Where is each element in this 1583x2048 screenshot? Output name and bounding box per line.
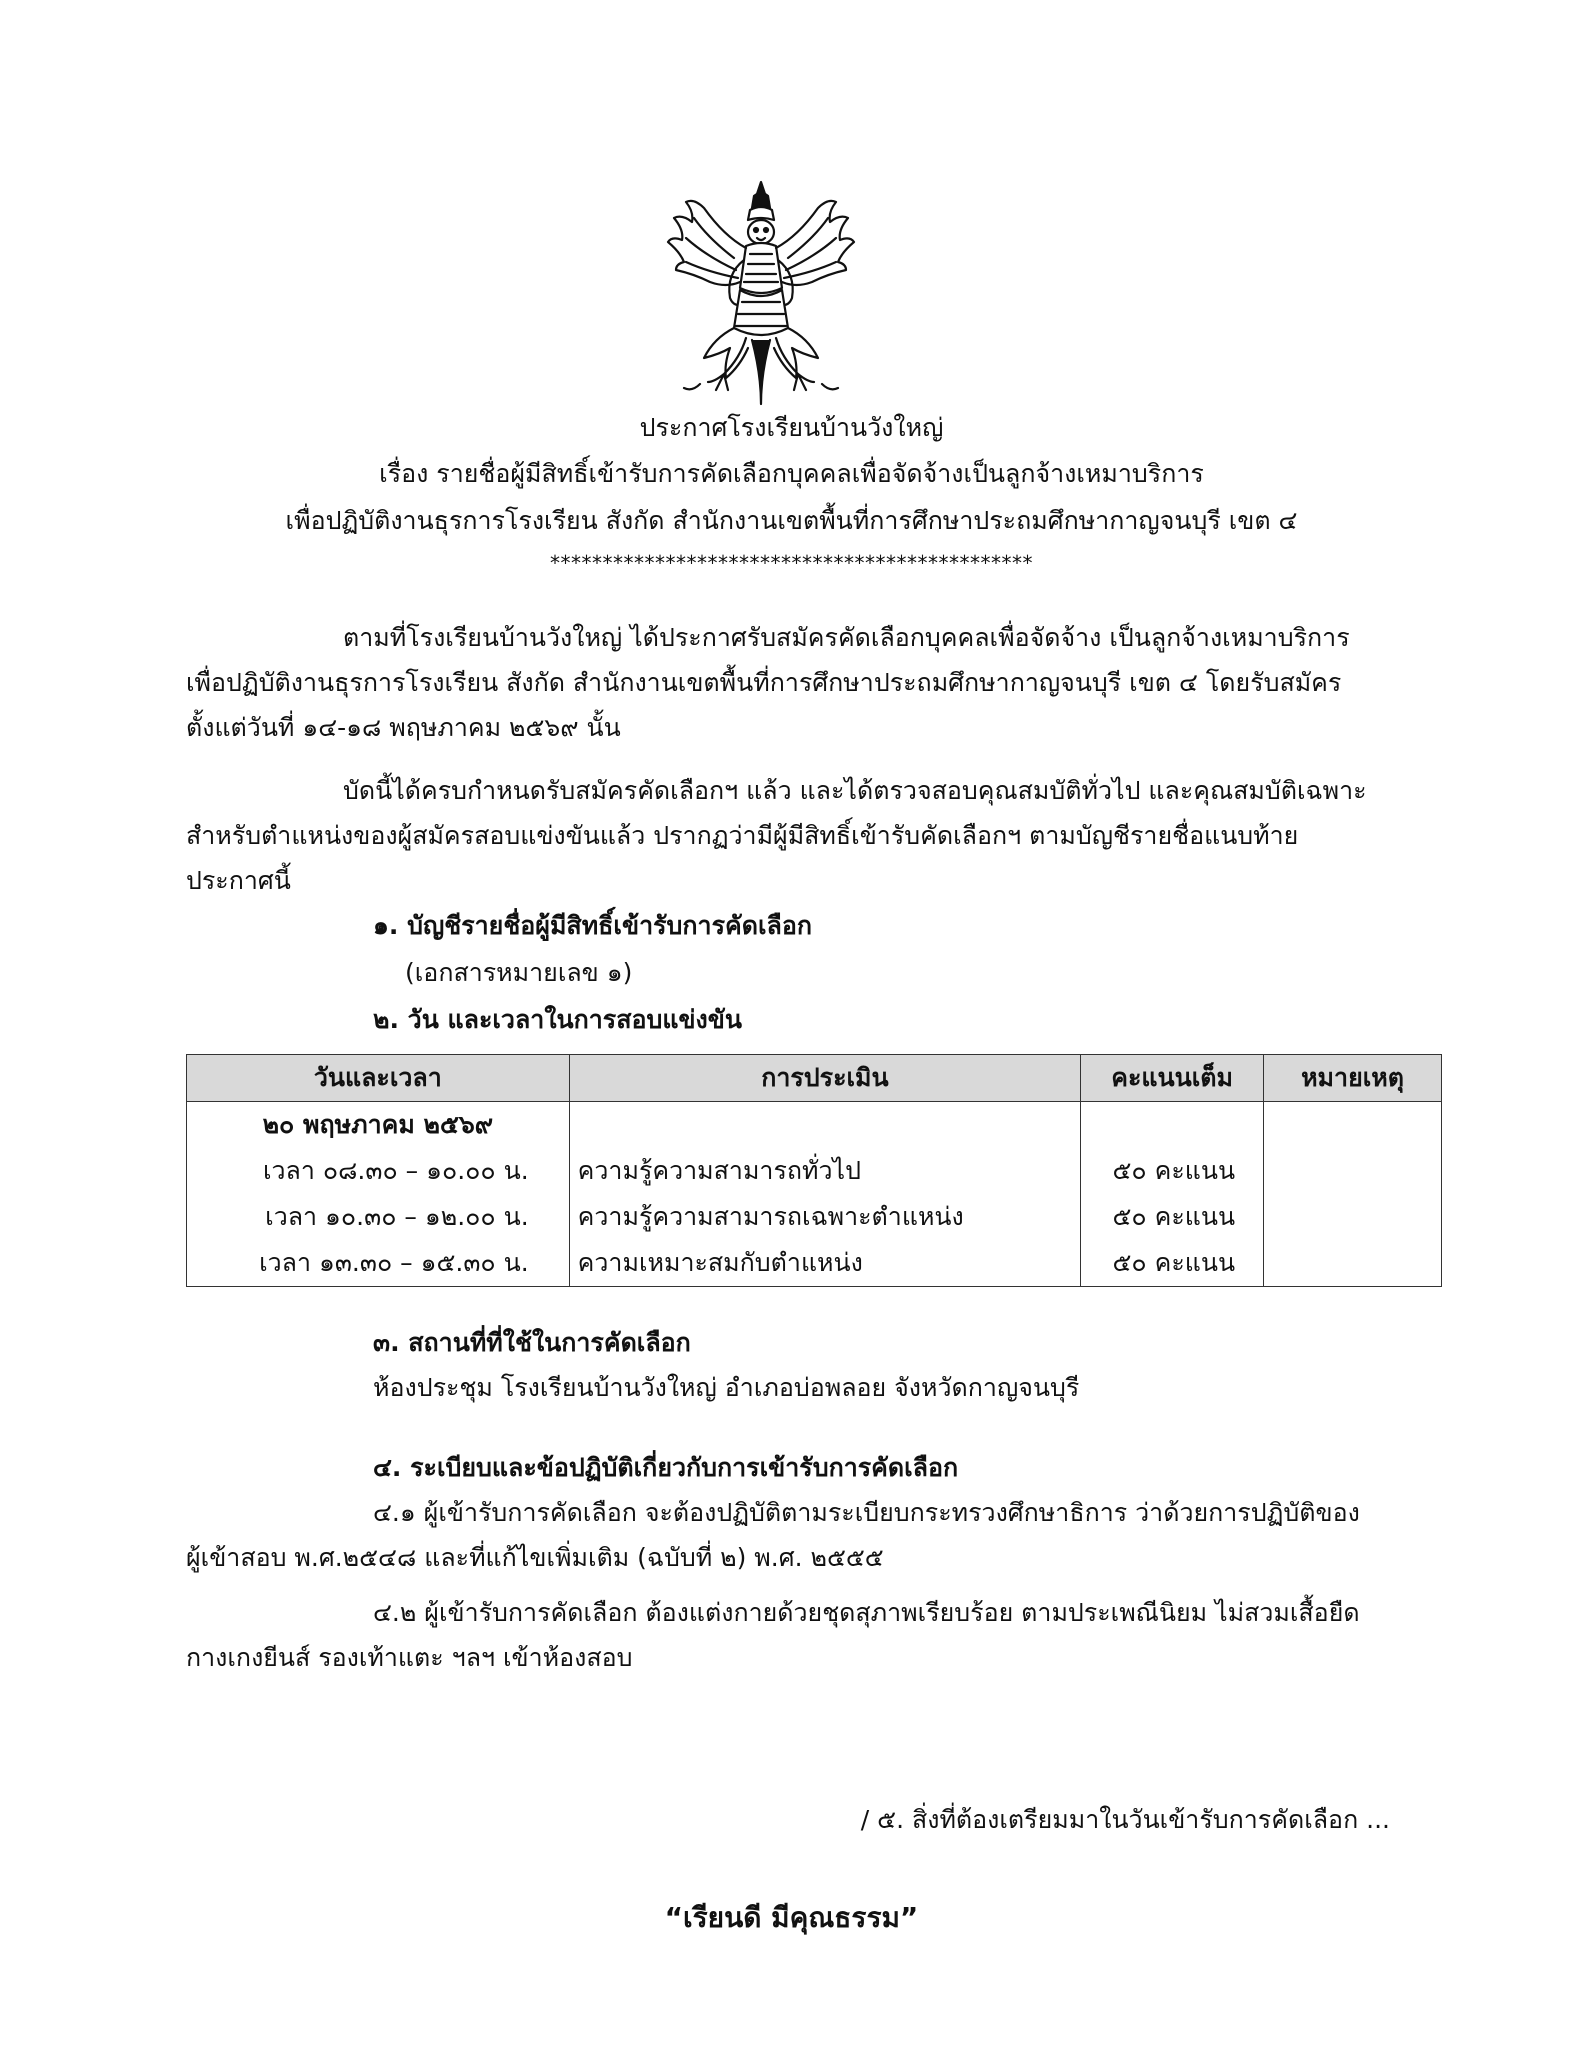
note-cell bbox=[1264, 1240, 1442, 1287]
time-cell: เวลา ๑๐.๓๐ – ๑๒.๐๐ น. bbox=[187, 1194, 570, 1240]
section-3-text: ห้องประชุม โรงเรียนบ้านวังใหญ่ อำเภอบ่อพลอย จังหวัดกาญจนบุรี bbox=[373, 1373, 1080, 1402]
score-cell: ๕๐ คะแนน bbox=[1081, 1240, 1264, 1287]
continued-note: / ๕. สิ่งที่ต้องเตรียมมาในวันเข้ารับการคัดเลือก ... bbox=[860, 1805, 1390, 1834]
section-4-title: ๔. ระเบียบและข้อปฏิบัติเกี่ยวกับการเข้ารับการคัดเลือก bbox=[373, 1453, 959, 1482]
exam-schedule-table bbox=[186, 1054, 1442, 1287]
separator-line: ********************************************** bbox=[550, 551, 1033, 575]
garuda-emblem-icon bbox=[664, 178, 859, 408]
score-cell: ๕๐ คะแนน bbox=[1081, 1148, 1264, 1194]
school-motto: “เรียนดี มีคุณธรรม” bbox=[664, 1901, 919, 1934]
note-cell bbox=[1264, 1148, 1442, 1194]
table-row bbox=[187, 1148, 1442, 1194]
note-cell bbox=[1264, 1194, 1442, 1240]
header-date-time: วันและเวลา bbox=[187, 1055, 570, 1102]
section-1-note: (เอกสารหมายเลข ๑) bbox=[405, 958, 633, 987]
section-4-item-1-line-2: ผู้เข้าสอบ พ.ศ.๒๕๔๘ และที่แก้ไขเพิ่มเติม (ฉบับที่ ๒) พ.ศ. ๒๕๕๕ bbox=[186, 1543, 884, 1572]
header-assessment: การประเมิน bbox=[569, 1055, 1080, 1102]
paragraph-2-line-1: บัดนี้ได้ครบกำหนดรับสมัครคัดเลือกฯ แล้ว และได้ตรวจสอบคุณสมบัติทั่วไป และคุณสมบัติเฉพาะ bbox=[343, 776, 1367, 805]
announcement-title: ประกาศโรงเรียนบ้านวังใหญ่ bbox=[639, 413, 944, 442]
paragraph-2-line-3: ประกาศนี้ bbox=[186, 866, 291, 895]
section-4-item-2-line-2: กางเกงยีนส์ รองเท้าแตะ ฯลฯ เข้าห้องสอบ bbox=[186, 1643, 633, 1672]
table-header-row bbox=[187, 1055, 1442, 1102]
table-row bbox=[187, 1240, 1442, 1287]
score-cell: ๕๐ คะแนน bbox=[1081, 1194, 1264, 1240]
announcement-subject-line2: เพื่อปฏิบัติงานธุรการโรงเรียน สังกัด สำนักงานเขตพื้นที่การศึกษาประถมศึกษากาญจนบุรี เขต ๔ bbox=[285, 506, 1298, 535]
paragraph-2-line-2: สำหรับตำแหน่งของผู้สมัครสอบแข่งขันแล้ว ปรากฏว่ามีผู้มีสิทธิ์เข้ารับคัดเลือกฯ ตามบัญชีรายชื่อแนบท้าย bbox=[186, 821, 1299, 850]
section-4-item-1-line-1: ๔.๑ ผู้เข้ารับการคัดเลือก จะต้องปฏิบัติตามระเบียบกระทรวงศึกษาธิการ ว่าด้วยการปฏิบัติของ bbox=[373, 1498, 1360, 1527]
assessment-cell: ความรู้ความสามารถทั่วไป bbox=[569, 1148, 1080, 1194]
section-1-title: ๑. บัญชีรายชื่อผู้มีสิทธิ์เข้ารับการคัดเลือก bbox=[373, 911, 812, 940]
header-remarks: หมายเหตุ bbox=[1264, 1055, 1442, 1102]
table-row bbox=[187, 1102, 1442, 1149]
assessment-cell: ความรู้ความสามารถเฉพาะตำแหน่ง bbox=[569, 1194, 1080, 1240]
assessment-cell: ความเหมาะสมกับตำแหน่ง bbox=[569, 1240, 1080, 1287]
paragraph-1-line-1: ตามที่โรงเรียนบ้านวังใหญ่ ได้ประกาศรับสมัครคัดเลือกบุคคลเพื่อจัดจ้าง เป็นลูกจ้างเหมาบริการ bbox=[343, 623, 1350, 652]
paragraph-1-line-2: เพื่อปฏิบัติงานธุรการโรงเรียน สังกัด สำนักงานเขตพื้นที่การศึกษาประถมศึกษากาญจนบุรี เขต ๔ โดยรับสมัคร bbox=[186, 668, 1342, 697]
announcement-subject: เรื่อง รายชื่อผู้มีสิทธิ์เข้ารับการคัดเลือกบุคคลเพื่อจัดจ้างเป็นลูกจ้างเหมาบริการ bbox=[379, 459, 1204, 488]
table-row bbox=[187, 1194, 1442, 1240]
section-3-title: ๓. สถานที่ที่ใช้ในการคัดเลือก bbox=[373, 1328, 691, 1357]
exam-date: ๒๐ พฤษภาคม ๒๕๖๙ bbox=[187, 1102, 570, 1149]
header-full-score: คะแนนเต็ม bbox=[1081, 1055, 1264, 1102]
section-4-item-2-line-1: ๔.๒ ผู้เข้ารับการคัดเลือก ต้องแต่งกายด้วยชุดสุภาพเรียบร้อย ตามประเพณีนิยม ไม่สวมเสื้อยืด bbox=[373, 1598, 1360, 1627]
paragraph-1-line-3: ตั้งแต่วันที่ ๑๔-๑๘ พฤษภาคม ๒๕๖๙ นั้น bbox=[186, 713, 621, 742]
time-cell: เวลา ๐๘.๓๐ – ๑๐.๐๐ น. bbox=[187, 1148, 570, 1194]
section-2-title: ๒. วัน และเวลาในการสอบแข่งขัน bbox=[373, 1005, 742, 1034]
time-cell: เวลา ๑๓.๓๐ – ๑๕.๓๐ น. bbox=[187, 1240, 570, 1287]
